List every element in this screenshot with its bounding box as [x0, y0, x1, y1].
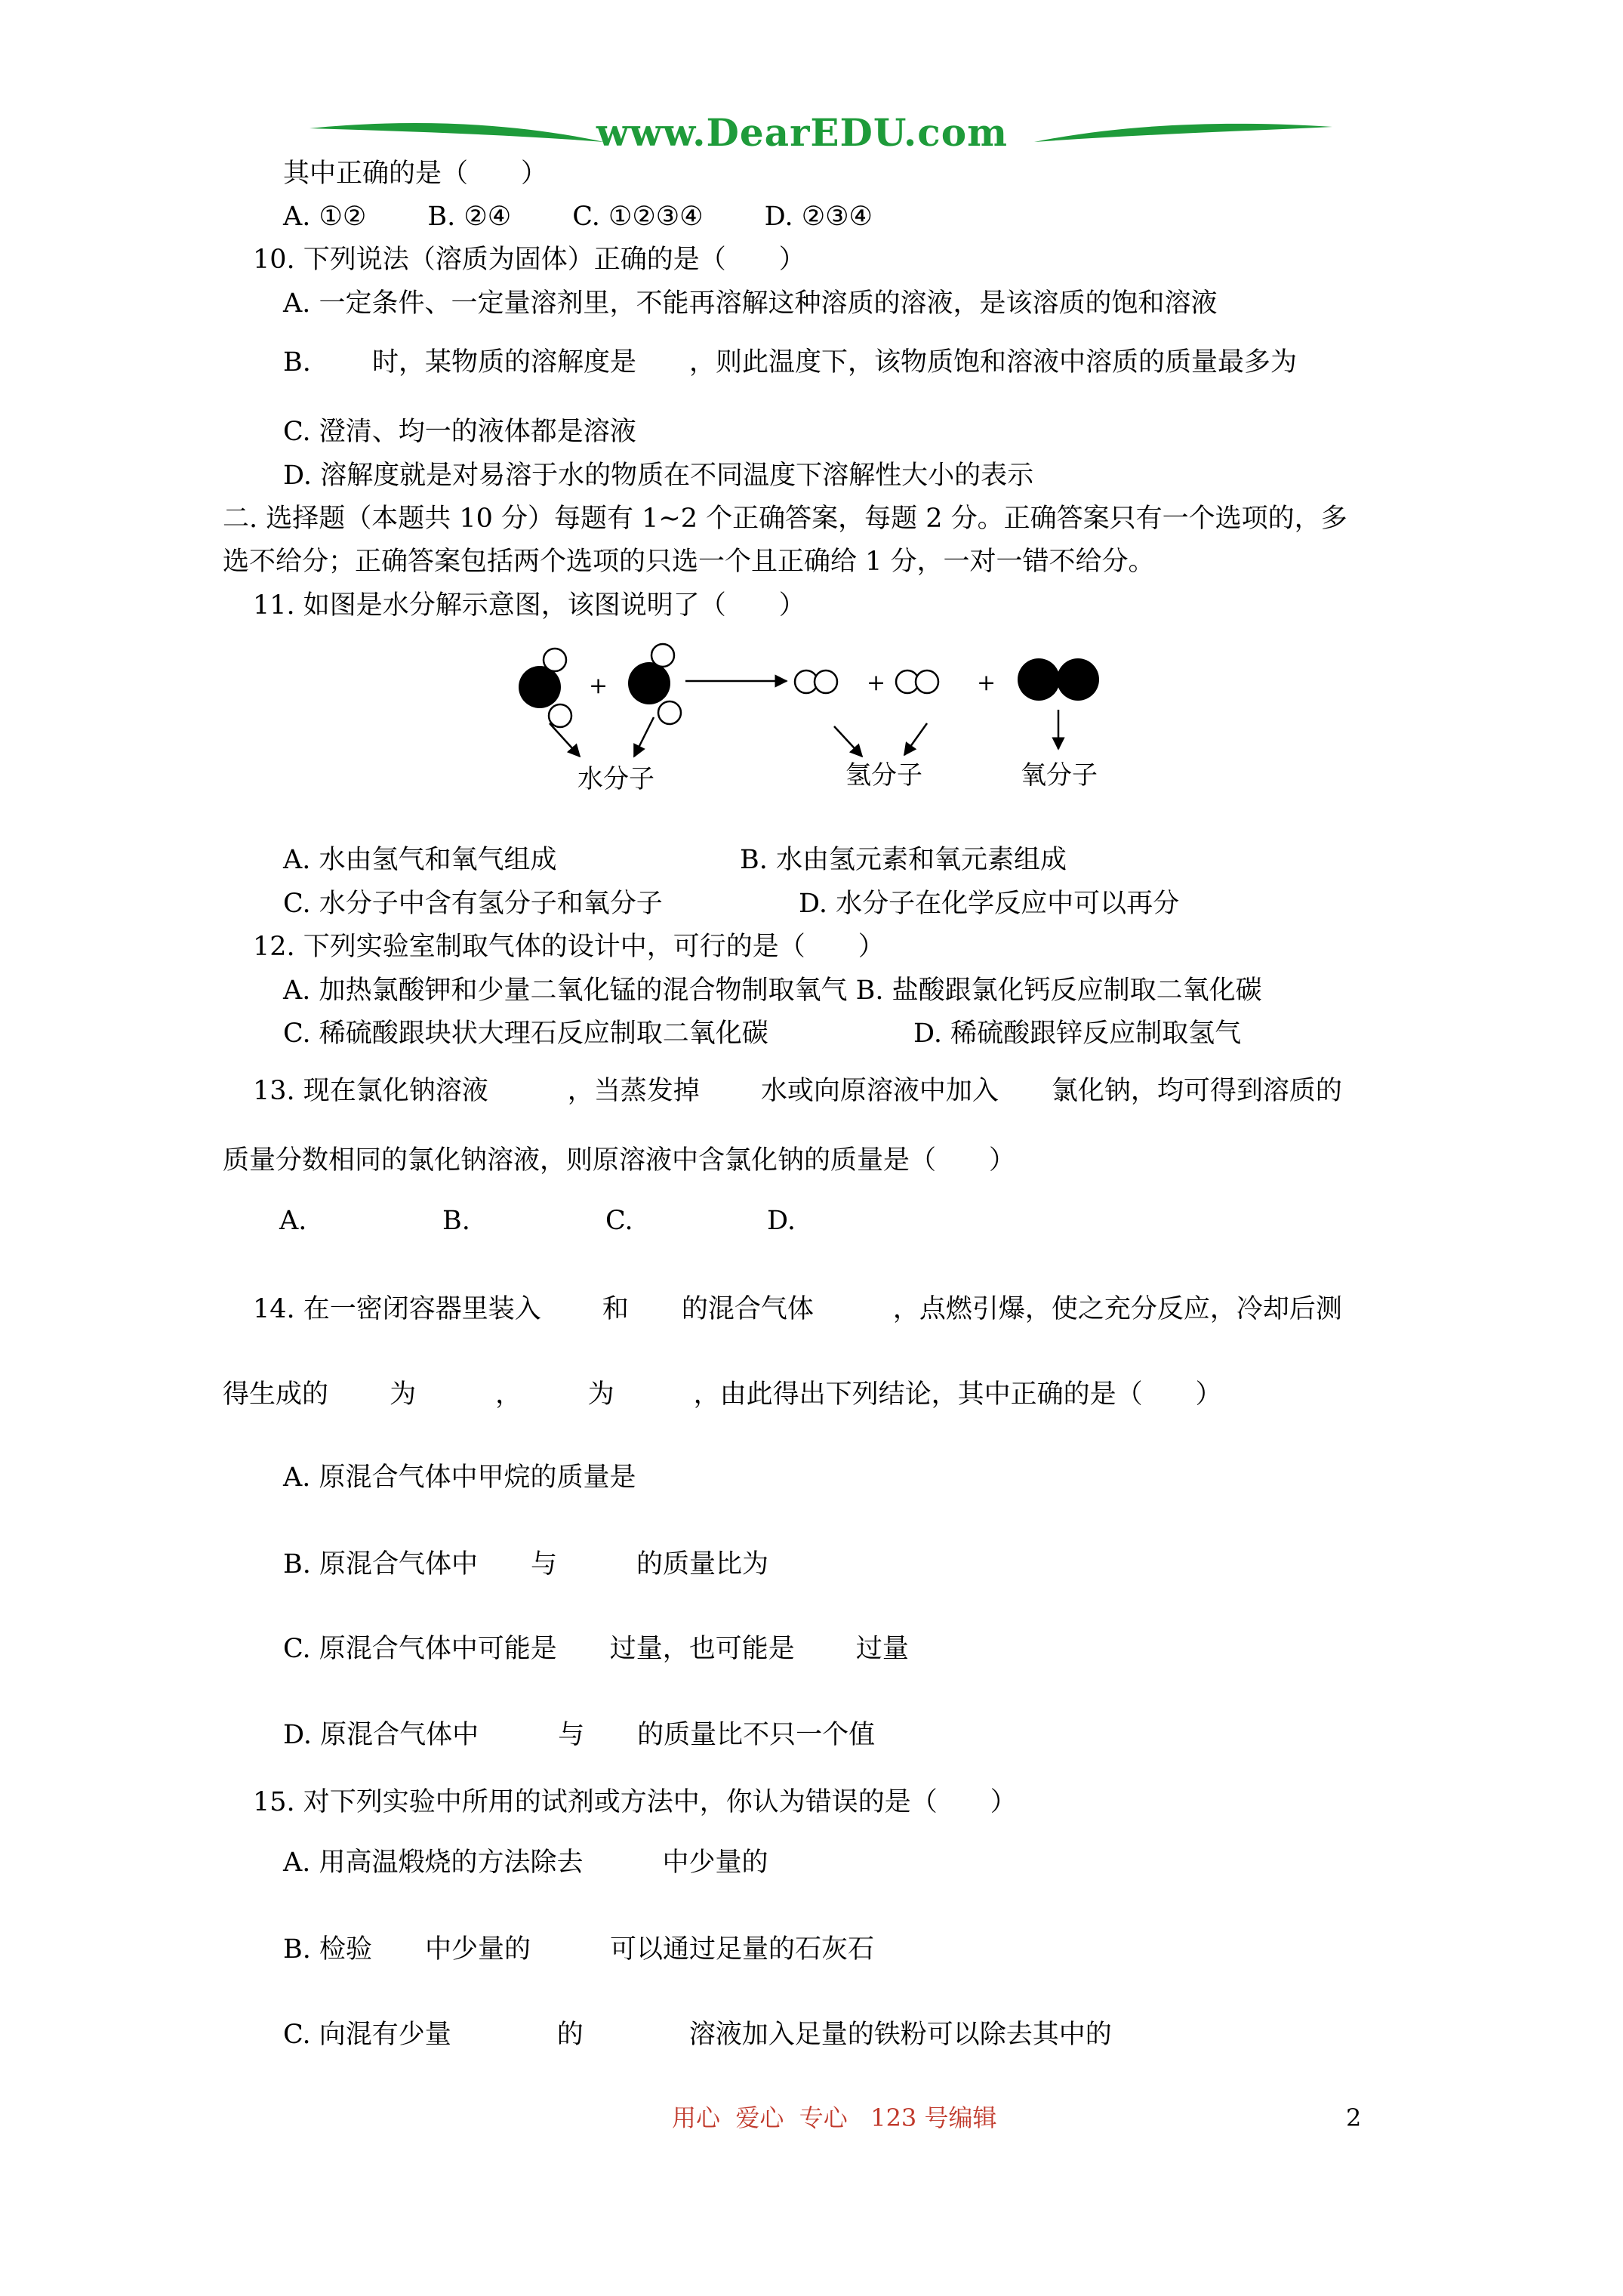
- line-q11-c: C. 水分子中含有氢分子和氧分子: [283, 889, 663, 919]
- hydrogen-molecule-1: [795, 670, 837, 693]
- site-logo: www.DearEDU.com: [596, 110, 1009, 155]
- page-number: 2: [1346, 2103, 1362, 2132]
- line-q15-stem: 15. 对下列实验中所用的试剂或方法中，你认为错误的是（ ）: [253, 1787, 1017, 1817]
- line-q14-a: A. 原混合气体中甲烷的质量是: [283, 1462, 636, 1493]
- label-water-molecule: 水分子: [577, 764, 654, 794]
- line-q13-option-a: A.: [279, 1206, 307, 1236]
- line-q9-options: A. ①② B. ②④ C. ①②③④ D. ②③④: [283, 202, 873, 232]
- line-q14-stem-2: 得生成的 为 ， 为 ，由此得出下列结论，其中正确的是（ ）: [223, 1379, 1222, 1410]
- label-oxygen-molecule: 氧分子: [1021, 760, 1098, 791]
- line-q10-a: A. 一定条件、一定量溶剂里，不能再溶解这种溶质的溶液，是该溶质的饱和溶液: [283, 288, 1218, 319]
- line-q13-option-b: B.: [442, 1206, 470, 1236]
- line-q12-c: C. 稀硫酸跟块状大理石反应制取二氧化碳: [283, 1019, 768, 1049]
- line-q11-b: B. 水由氢元素和氧元素组成: [740, 845, 1067, 875]
- line-q13-stem-2: 质量分数相同的氯化钠溶液，则原溶液中含氯化钠的质量是（ ）: [223, 1145, 1016, 1176]
- line-q15-c: C. 向混有少量 的 溶液加入足量的铁粉可以除去其中的: [283, 2020, 1112, 2050]
- header-swoosh-left: [310, 113, 611, 159]
- header-swoosh-right: [1034, 113, 1336, 159]
- line-q11-d: D. 水分子在化学反应中可以再分: [799, 889, 1180, 919]
- line-q12-d: D. 稀硫酸跟锌反应制取氢气: [913, 1019, 1242, 1049]
- line-q11-stem: 11. 如图是水分解示意图，该图说明了（ ）: [253, 590, 805, 621]
- line-q14-b: B. 原混合气体中 与 的质量比为: [283, 1549, 768, 1579]
- water-molecule-1: [519, 649, 571, 727]
- plus-sign-1: +: [589, 673, 608, 699]
- line-q13-option-c: C.: [605, 1206, 633, 1236]
- line-q15-a: A. 用高温煅烧的方法除去 中少量的: [283, 1848, 768, 1878]
- line-section2-intro-1: 二. 选择题（本题共 10 分）每题有 1~2 个正确答案，每题 2 分。正确答案只有一个选项的，多: [223, 504, 1347, 534]
- oxygen-molecule: [1018, 658, 1099, 701]
- line-q11-a: A. 水由氢气和氧气组成: [283, 845, 557, 875]
- line-answer-prompt: 其中正确的是（ ）: [283, 159, 548, 189]
- line-q10-stem: 10. 下列说法（溶质为固体）正确的是（ ）: [253, 245, 805, 275]
- line-q13-option-d: D.: [767, 1206, 796, 1236]
- line-q12-stem: 12. 下列实验室制取气体的设计中，可行的是（ ）: [253, 932, 885, 962]
- line-q15-b: B. 检验 中少量的 可以通过足量的石灰石: [283, 1934, 874, 1965]
- line-q14-d: D. 原混合气体中 与 的质量比不只一个值: [283, 1720, 876, 1750]
- line-q14-stem-1: 14. 在一密闭容器里装入 和 的混合气体 ，点燃引爆，使之充分反应，冷却后测: [253, 1294, 1342, 1324]
- line-q10-d: D. 溶解度就是对易溶于水的物质在不同温度下溶解性大小的表示: [283, 461, 1034, 491]
- label-hydrogen-molecule: 氢分子: [845, 760, 922, 791]
- hydrogen-molecule-2: [896, 670, 938, 693]
- plus-sign-3: +: [977, 670, 996, 696]
- line-q10-b: B. 时，某物质的溶解度是 ，则此温度下，该物质饱和溶液中溶质的质量最多为: [283, 347, 1297, 378]
- water-decomposition-diagram: [506, 634, 1125, 808]
- line-q10-c: C. 澄清、均一的液体都是溶液: [283, 417, 636, 447]
- line-section2-intro-2: 选不给分；正确答案包括两个选项的只选一个且正确给 1 分，一对一错不给分。: [223, 547, 1155, 577]
- line-q14-c: C. 原混合气体中可能是 过量，也可能是 过量: [283, 1634, 909, 1664]
- water-molecule-2: [628, 644, 681, 724]
- line-q12-ab: A. 加热氯酸钾和少量二氧化锰的混合物制取氧气 B. 盐酸跟氯化钙反应制取二氧化碳: [283, 975, 1262, 1006]
- footer-note: 用心 爱心 专心 123 号编辑: [672, 2103, 997, 2132]
- line-q13-stem-1: 13. 现在氯化钠溶液 ，当蒸发掉 水或向原溶液中加入 氯化钠，均可得到溶质的: [253, 1076, 1342, 1106]
- plus-sign-2: +: [867, 670, 886, 696]
